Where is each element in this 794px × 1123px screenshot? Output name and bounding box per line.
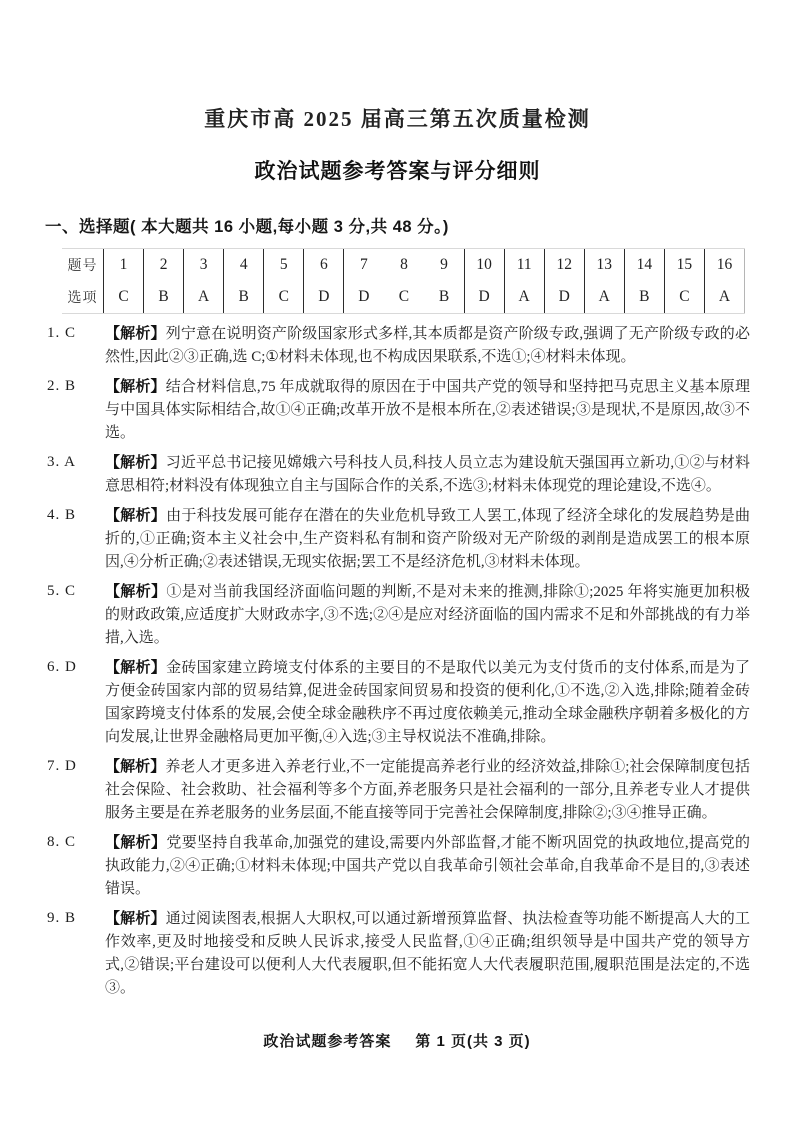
question-number-cell: 5 xyxy=(264,249,304,281)
explanation-item-q6 xyxy=(45,656,750,749)
explanation-item-q3 xyxy=(45,451,750,498)
answer-option-cell: B xyxy=(625,281,665,313)
explanation-label: 1. C xyxy=(47,325,77,341)
explanation-item-q5 xyxy=(45,580,750,650)
answer-option-cell: A xyxy=(505,281,545,313)
footer-page-number: 第 1 页(共 3 页) xyxy=(415,1033,531,1050)
question-number-cell: 6 xyxy=(304,249,344,281)
section-heading-multiple-choice: 一、选择题( 本大题共 16 小题,每小题 3 分,共 48 分。) xyxy=(45,218,449,236)
question-number-cell: 8 xyxy=(400,256,408,273)
explanation-text xyxy=(105,504,750,574)
answer-option-cell: D xyxy=(465,281,505,313)
question-number-cell: 11 xyxy=(505,249,545,281)
row-header-question-number: 题号 xyxy=(62,249,104,281)
question-number-cell: 15 xyxy=(665,249,705,281)
explanation-text xyxy=(105,755,750,825)
analysis-tag: 【解析】 xyxy=(105,454,166,471)
question-number-cell: 10 xyxy=(465,249,505,281)
explanation-text xyxy=(105,322,750,369)
explanation-label: 9. B xyxy=(47,910,77,926)
explanation-label: 3. A xyxy=(47,454,77,470)
analysis-tag: 【解析】 xyxy=(105,507,167,524)
explanation-item-q8 xyxy=(45,831,750,901)
answer-table xyxy=(62,248,745,314)
analysis-tag: 【解析】 xyxy=(105,378,166,395)
explanation-body-text: 列宁意在说明资产阶级国家形式多样,其本质都是资产阶级专政,强调了无产阶级专政的必然性,因此②③正确,选 C;①材料未体现,也不构成因果联系,不选①;④材料未体现。 xyxy=(105,326,750,365)
explanation-item-q9 xyxy=(45,907,750,1000)
explanation-body-text: 由于科技发展可能存在潜在的失业危机导致工人罢工,体现了经济全球化的发展趋势是曲折的,①正确;资本主义社会中,生产资料私有制和资产阶级对无产阶级的剥削是造成罢工的根本原因,④分析正确;②表述错误,无现实依据;罢工不是经济危机,③材料未体现。 xyxy=(105,508,750,570)
answer-option-cell: D xyxy=(358,288,370,305)
question-number-cell: 4 xyxy=(224,249,264,281)
explanation-label: 4. B xyxy=(47,507,77,523)
question-number-cell: 12 xyxy=(545,249,585,281)
explanation-body-text: 养老人才更多进入养老行业,不一定能提高养老行业的经济效益,排除①;社会保障制度包括社会保险、社会救助、社会福利等多个方面,养老服务只是社会福利的一部分,且养老专业人才提供服务主要是在养老服务的业务层面,不能直接等同于完善社会保障制度,排除②;③④推导正确。 xyxy=(105,759,750,821)
explanation-item-q2 xyxy=(45,375,750,445)
question-number-cell: 16 xyxy=(705,249,745,281)
page-title: 重庆市高 2025 届高三第五次质量检测 xyxy=(204,107,591,131)
analysis-tag: 【解析】 xyxy=(105,758,166,775)
explanation-label: 2. B xyxy=(47,378,77,394)
explanation-label: 5. C xyxy=(47,583,77,599)
explanation-body-text: 党要坚持自我革命,加强党的建设,需要内外部监督,才能不断巩固党的执政地位,提高党的执政能力,②④正确;①材料未体现;中国共产党以自我革命引领社会革命,自我革命不是目的,③表述错误。 xyxy=(105,835,750,897)
answer-option-cell: D xyxy=(545,281,585,313)
question-number-cell: 7 xyxy=(360,256,368,273)
question-number-cell: 3 xyxy=(184,249,224,281)
explanation-body-text: ①是对当前我国经济面临问题的判断,不是对未来的推测,排除①;2025 年将实施更加积极的财政政策,应适度扩大财政赤字,③不选;②④是应对经济面临的国内需求不足和外部挑战的有力举措,入选。 xyxy=(105,584,750,646)
question-number-cell: 9 xyxy=(425,249,465,281)
analysis-tag: 【解析】 xyxy=(105,910,166,927)
answer-option-cell: D xyxy=(304,281,344,313)
answer-option-cell: C xyxy=(398,288,410,305)
row-header-option: 选项 xyxy=(62,281,104,313)
page-footer xyxy=(0,1030,794,1051)
answer-option-cell: A xyxy=(585,281,625,313)
answer-option-cell: B xyxy=(425,281,465,313)
answer-option-cell: B xyxy=(224,281,264,313)
explanation-text xyxy=(105,831,750,901)
explanation-item-q7 xyxy=(45,755,750,825)
page-subtitle: 政治试题参考答案与评分细则 xyxy=(254,160,541,183)
analysis-tag: 【解析】 xyxy=(105,583,167,600)
question-number-cell: 14 xyxy=(625,249,665,281)
answer-option-cell: A xyxy=(705,281,745,313)
explanation-body-text: 通过阅读图表,根据人大职权,可以通过新增预算监督、执法检查等功能不断提高人大的工作效率,更及时地接受和反映人民诉求,接受人民监督,①④正确;组织领导是中国共产党的领导方式,②错误;平台建设可以便利人大代表履职,但不能拓宽人大代表履职范围,履职范围是法定的,不选③。 xyxy=(105,911,750,996)
explanation-text xyxy=(105,451,750,498)
explanation-item-q1 xyxy=(45,322,750,369)
analysis-tag: 【解析】 xyxy=(105,325,166,342)
question-number-cell: 2 xyxy=(144,249,184,281)
analysis-tag: 【解析】 xyxy=(105,659,167,676)
explanation-label: 6. D xyxy=(47,659,77,675)
question-number-cell: 13 xyxy=(585,249,625,281)
footer-doc-name: 政治试题参考答案 xyxy=(263,1033,392,1050)
explanation-text xyxy=(105,375,750,445)
explanation-body-text: 金砖国家建立跨境支付体系的主要目的不是取代以美元为支付货币的支付体系,而是为了方便金砖国家内部的贸易结算,促进金砖国家间贸易和投资的便利化,①不选,②入选,排除;随着金砖国家跨境支付体系的发展,会使全球金融秩序不再过度依赖美元,推动全球金融秩序朝着多极化的方向发展,让世界金融格局更加平衡,④入选;③主导权说法不准确,排除。 xyxy=(105,660,750,745)
explanation-text xyxy=(105,907,750,1000)
answer-option-cell: C xyxy=(264,281,304,313)
explanation-body-text: 习近平总书记接见嫦娥六号科技人员,科技人员立志为建设航天强国再立新功,①②与材料意思相符;材料没有体现独立自主与国际合作的关系,不选③;材料未体现党的理论建设,不选④。 xyxy=(105,455,750,494)
explanation-text xyxy=(105,580,750,650)
explanation-item-q4 xyxy=(45,504,750,574)
answer-option-cell: C xyxy=(665,281,705,313)
answer-option-cell: A xyxy=(184,281,224,313)
analysis-tag: 【解析】 xyxy=(105,834,167,851)
explanations-list xyxy=(45,322,750,1000)
explanation-body-text: 结合材料信息,75 年成就取得的原因在于中国共产党的领导和坚持把马克思主义基本原理与中国具体实际相结合,故①④正确;改革开放不是根本所在,②表述错误;③是现状,不是原因,故③不选。 xyxy=(105,379,750,441)
explanation-label: 8. C xyxy=(47,834,77,850)
explanation-text xyxy=(105,656,750,749)
question-number-cell: 1 xyxy=(104,249,144,281)
answer-option-cell: B xyxy=(144,281,184,313)
answer-option-cell: C xyxy=(104,281,144,313)
explanation-label: 7. D xyxy=(47,758,77,774)
